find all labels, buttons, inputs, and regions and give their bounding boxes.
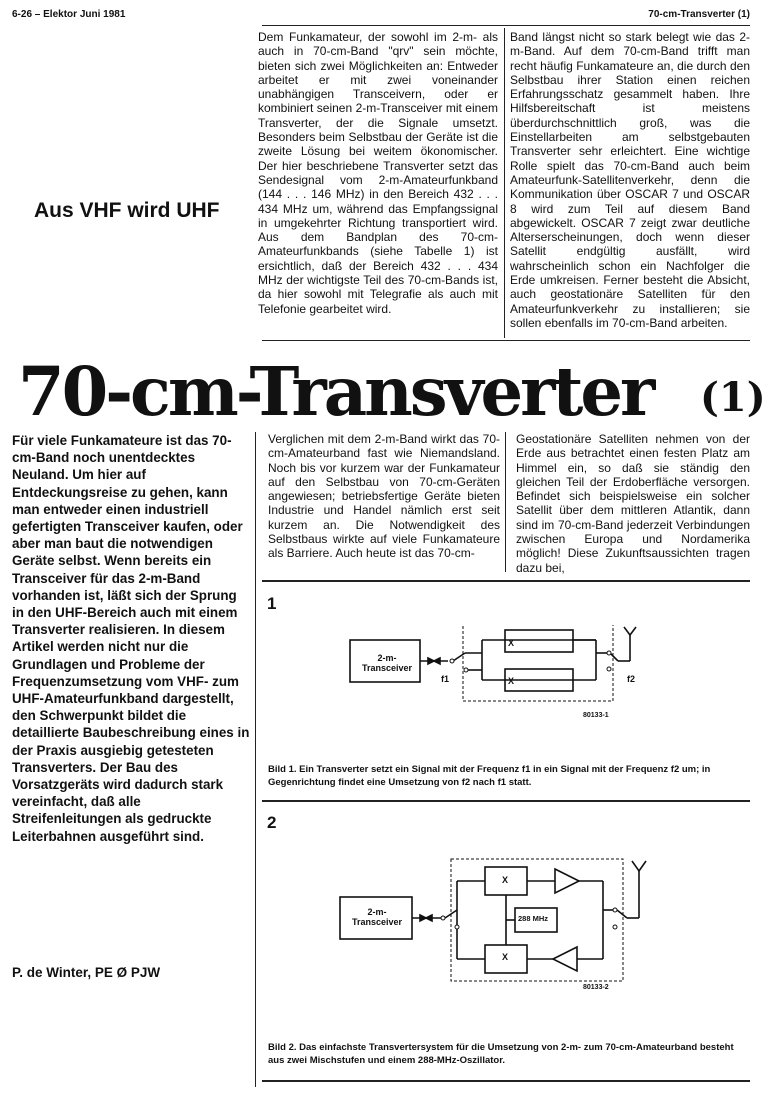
- author-byline: P. de Winter, PE Ø PJW: [12, 965, 161, 980]
- left-column-divider: [255, 432, 256, 1087]
- intro-column-2: Band längst nicht so stark belegt wie das 2-m-Band. Auf dem 70-cm-Band trifft man recht häufig Funkamateure an, die durch den Selbstbau ihrer Station einen reichen Erfahrungsschatz gesammelt haben. Ihre Hilfsbereitschaft ist meistens überdurchschnittlich groß, was die Einstellarbeiten am selbstgebauten Transverter sehr erleichtert. Eine wichtige Rolle spielt das 70-cm-Band auch beim Amateurfunk-Satellitenverkehr, denn die Kommunikation über OSCAR 7 und OSCAR 8 wird zum Teil auf diesem Band abgewickelt. OSCAR 7 zeigt zwar deutliche Alterserscheinungen, doch wenn dieser Satellit endgültig ausfällt, wird wahrscheinlich schon ein Nachfolger die Erde umkreisen. Ferner besteht die Absicht, auch geostationäre Satelliten für den Amateurfunkverkehr zu installieren; sie sollen ebenfalls im 70-cm-Band arbeiten.: [510, 30, 750, 330]
- intro-column-1: Dem Funkamateur, der sowohl im 2-m- als auch in 70-cm-Band "qrv" sein möchte, bieten sich zwei Möglichkeiten an: Entweder arbeitet er mit zwei voneinander unabhängigen Transceivern, oder er kombiniert seinen 2-m-Transceiver mit einem Transverter, der die Signale umsetzt. Besonders beim Selbstbau der Geräte ist die zweite Lösung bei weitem ökonomischer. Der hier beschriebene Transverter setzt das Sendesignal vom 2-m-Amateurfunkband (144 . . . 146 MHz) in den Bereich 432 . . . 434 MHz um, während das Empfangssignal in umgekehrter Richtung transportiert wird. Aus dem Bandplan des 70-cm-Amateurfunkbands (siehe Tabelle 1) ist ersichtlich, daß der Bereich 432 . . . 434 MHz der wichtigste Teil des 70-cm-Bands ist, da hier sowohl mit Telegrafie als auch mit Telefonie gearbeitet wird.: [258, 30, 498, 316]
- figure2-oscillator-label: 288 MHz: [518, 914, 549, 923]
- header-rule: [262, 25, 750, 26]
- figure1-code: 80133-1: [583, 712, 609, 719]
- kicker-heading: Aus VHF wird UHF: [34, 199, 220, 222]
- intro-bottom-rule: [262, 340, 750, 341]
- page-header-left: 6-26 – Elektor Juni 1981: [12, 9, 126, 20]
- figure1-transceiver-label: 2-m- Transceiver: [361, 653, 413, 673]
- figure2-transceiver-label: 2-m- Transceiver: [351, 907, 403, 927]
- figure2-code: 80133-2: [583, 984, 609, 991]
- figure1-top-rule: [262, 580, 750, 582]
- figure1-mixer-bottom-label: X: [508, 676, 515, 686]
- figure1-caption: Bild 1. Ein Transverter setzt ein Signal mit der Frequenz f1 in ein Signal mit der Frequenz f2 um; in Gegenrichtung findet eine Umsetzung von f2 nach f1 statt.: [268, 764, 711, 788]
- article-title: 70-cm-Transverter: [18, 352, 653, 431]
- article-part-number: (1): [700, 374, 766, 421]
- figure2-number: 2: [267, 813, 277, 832]
- column-divider-top: [504, 28, 505, 338]
- figure2-mixer-top-label: X: [502, 875, 509, 885]
- figure2-caption: Bild 2. Das einfachste Transvertersystem für die Umsetzung von 2-m- zum 70-cm-Amateurband besteht aus zwei Mischstufen und einem 288-MHz-Oszillator.: [268, 1042, 734, 1066]
- lead-paragraph: Für viele Funkamateure ist das 70-cm-Band noch unentdecktes Neuland. Um hier auf Entdeckungsreise zu gehen, kann man entweder einen industriell gefertigten Transceiver kaufen, oder aber man baut die notwendigen Geräte selbst. Wenn bereits ein Transceiver für das 2-m-Band vorhanden ist, läßt sich der Sprung in den UHF-Bereich auch mit einem Transverter realisieren. In diesem Artikel werden nicht nur die Grundlagen und Probleme der Frequenzumsetzung vom VHF- zum UHF-Amateurfunkband dargestellt, den Schwerpunkt bildet die detaillierte Baubeschreibung eines in der Praxis ausgiebig getesteten Transverters. Der Bau des Vorsatzgeräts wird dadurch stark vereinfacht, daß alle Streifenleitungen als gedruckte Leiterbahnen ausgeführt sind.: [12, 433, 250, 844]
- body-column-2: Geostationäre Satelliten nehmen von der Erde aus betrachtet einen festen Platz am Himmel ein, so daß sie ständig den gleichen Teil der Erdoberfläche versorgen. Befindet sich beispielsweise ein solcher Satellit über dem mittleren Atlantik, dann sind im 70-cm-Band jederzeit Verbindungen zwischen Europa und Nordamerika möglich! Diese Zukunftsaussichten tragen dazu bei,: [516, 432, 750, 575]
- figure1-f1-label: f1: [441, 674, 450, 684]
- page-header-right: 70-cm-Transverter (1): [648, 9, 750, 20]
- figure1-f2-label: f2: [627, 674, 636, 684]
- figure2-mixer-bottom-label: X: [502, 952, 509, 962]
- figure2-top-rule: [262, 800, 750, 802]
- page-bottom-rule: [262, 1080, 750, 1082]
- figure1-number: 1: [267, 594, 277, 613]
- figure1-mixer-top-label: X: [508, 638, 515, 648]
- body-column-1: Verglichen mit dem 2-m-Band wirkt das 70-cm-Amateurband fast wie Niemandsland. Noch bis vor kurzem war der Funkamateur auf den Selbstbau von 70-cm-Geräten angewiesen; betriebsfertige Geräte bieten Industrie und Handel nämlich erst seit kurzem an. Die Notwendigkeit des Selbstbaus wirkte auf viele Funkamateure als Barriere. Auch heute ist das 70-cm-: [268, 432, 500, 561]
- column-divider-body: [505, 432, 506, 572]
